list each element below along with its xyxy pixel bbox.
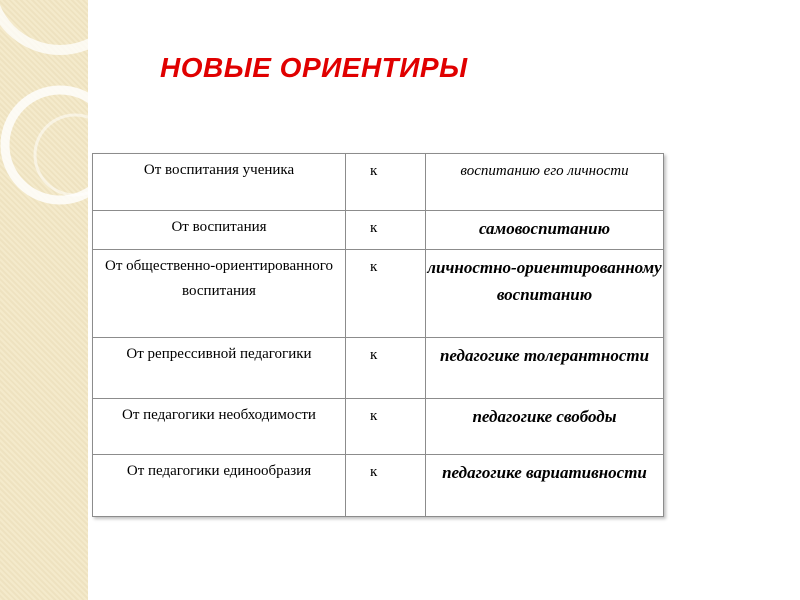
decorative-sidebar [0, 0, 88, 600]
k-cell: к [346, 154, 426, 211]
to-cell: педагогике вариативности [426, 455, 664, 517]
to-cell: педагогике свободы [426, 399, 664, 455]
from-cell: От педагогики необходимости [93, 399, 346, 455]
from-cell: От воспитания [93, 211, 346, 250]
to-cell: педагогике толерантности [426, 338, 664, 399]
table-row [93, 455, 664, 517]
to-cell: воспитанию его личности [426, 154, 664, 211]
k-cell: к [346, 211, 426, 250]
to-cell: личностно-ориентированному воспитанию [426, 250, 664, 338]
table-row [93, 399, 664, 455]
from-cell: От педагогики единообразия [93, 455, 346, 517]
k-cell: к [346, 455, 426, 517]
orientations-table [92, 153, 664, 517]
k-cell: к [346, 338, 426, 399]
table-row [93, 211, 664, 250]
k-cell: к [346, 250, 426, 338]
from-cell: От общественно-ориентированного воспитания [93, 250, 346, 338]
decorative-rings-icon [0, 0, 88, 600]
table-row [93, 338, 664, 399]
k-cell: к [346, 399, 426, 455]
slide-title: НОВЫЕ ОРИЕНТИРЫ [160, 52, 468, 83]
from-cell: От репрессивной педагогики [93, 338, 346, 399]
to-cell: самовоспитанию [426, 211, 664, 250]
table-row [93, 250, 664, 338]
from-cell: От воспитания ученика [93, 154, 346, 211]
table-row [93, 154, 664, 211]
